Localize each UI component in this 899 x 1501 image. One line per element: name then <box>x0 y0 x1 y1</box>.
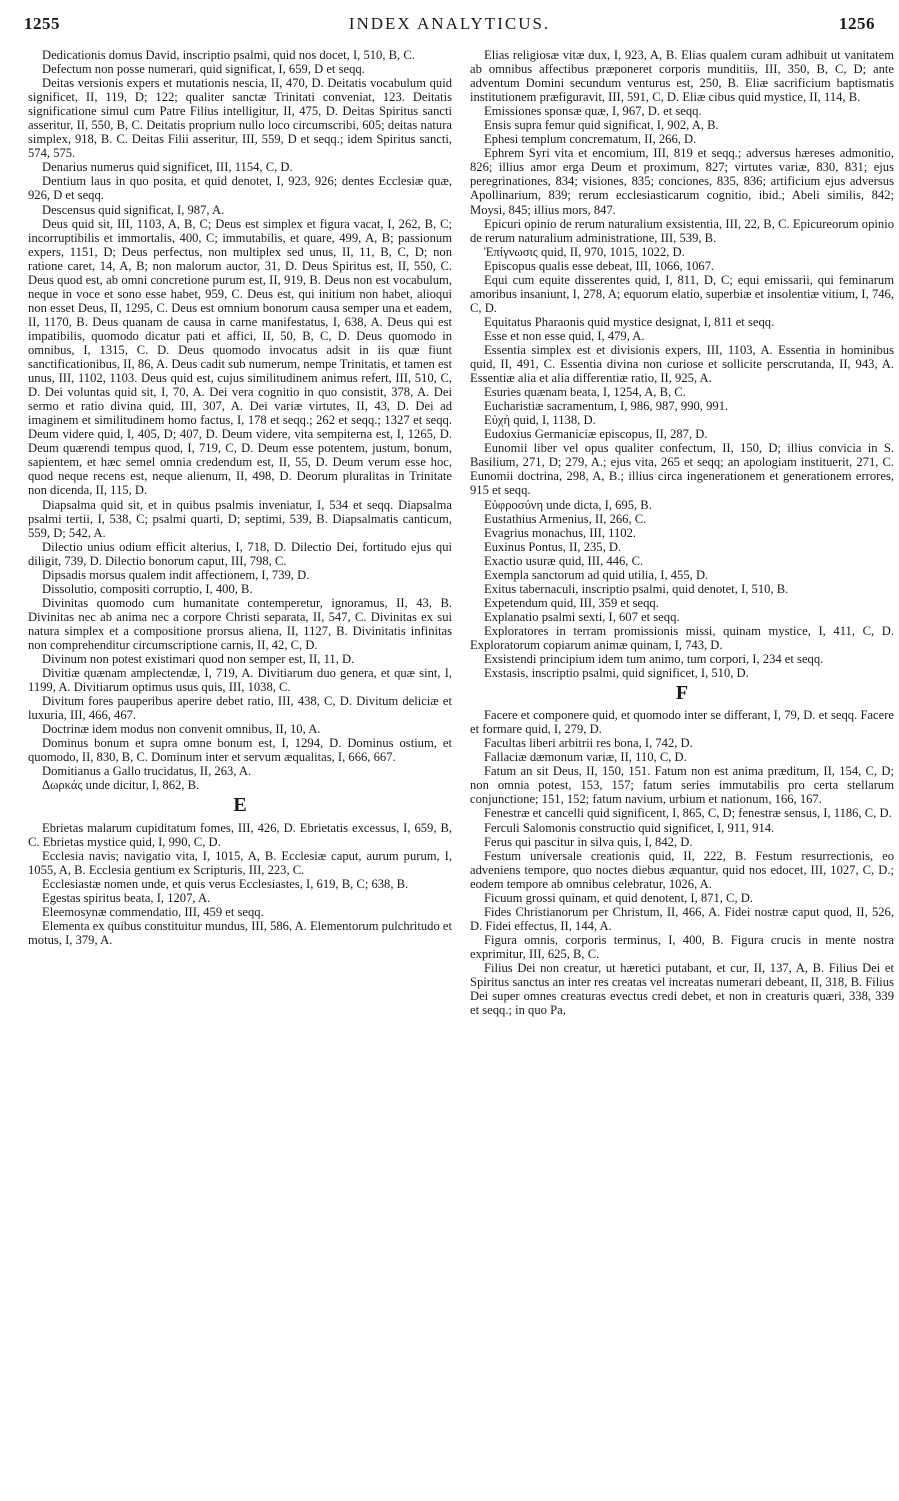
index-entry: Divinum non potest existimari quod non semper est, II, 11, D. <box>42 652 355 667</box>
section-letter-f: F <box>675 682 689 705</box>
index-entry: Festum universale creationis quid, II, 222, B. Festum resurrectionis, eo adveniens tempore, quo noctes diebus æquantur, quid nos edocet, III, 1027, C, D.; eodem tempore ab omnibus celebratur, 1026, A. <box>470 848 894 891</box>
index-entry: Fides Christianorum per Christum, II, 466, A. Fidei nostræ caput quod, II, 526, D. Fidei effectus, II, 144, A. <box>470 904 894 933</box>
index-entry: Eunomii liber vel opus qualiter confectum, II, 150, D; illius convicia in S. Basilium, 271, D; 279, A.; ejus vita, 265 et seqq; an apologiam instituerit, 271, C. Eunomii doctrina, 298, A, B.; illius circa ingenerationem et generationem errores, 915 et seqq. <box>470 441 894 498</box>
index-entry: Figura omnis, corporis terminus, I, 400, B. Figura crucis in mente nostra exprimitur, III, 625, B, C. <box>470 932 894 961</box>
index-entry: Defectum non posse numerari, quid significat, I, 659, D et seqq. <box>42 62 365 77</box>
index-entry: Exactio usuræ quid, III, 446, C. <box>484 553 644 568</box>
index-entry: Ebrietas malarum cupiditatum fomes, III, 426, D. Ebrietatis excessus, I, 659, B, C. Ebrietas mystice quid, I, 990, C, D. <box>28 820 452 849</box>
index-entry: Esuries quænam beata, I, 1254, A, B, C. <box>484 385 686 400</box>
index-entry: Ephesi templum concrematum, II, 266, D. <box>484 132 697 147</box>
index-entry: Descensus quid significat, I, 987, A. <box>42 202 225 217</box>
index-entry: Dipsadis morsus qualem indit affectionem, I, 739, D. <box>42 567 310 582</box>
index-entry: Dissolutio, compositi corruptio, I, 400, B. <box>42 581 253 596</box>
index-entry: Deus quid sit, III, 1103, A, B, C; Deus est simplex et figura vacat, I, 262, B, C; incorruptibilis et immortalis, 400, C; immutabilis, et quare, 499, A, B; passionum expers, 1151, D; Deus perfectus, non multiplex sed unus, II, 11, B, C, D; non ratione caret, 14, A, B; non malorum auctor, 31, D. Deus Spiritus est, II, 550, C. Deus quod est, ab omni concretione purum est, II, 919, B. Deus non est vocabulum, neque in voce et sono esse habet, 959, C. Deus est, qui initium non habet, alioqui non esset Deus, II, 1295, C. Deus est omnium bonorum causa semper una et eadem, II, 1170, B. Deus quanam de causa in carne manifestatus, I, 638, A. Deus qui est impatibilis, quomodo dicatur pati et affici, II, 50, B, C, D. Deus quomodo in omnibus, I, 1315, C. D. Deus quomodo invocatus adsit in iis quæ fiunt sanctificationibus, II, 86, A. Deus cadit sub numerum, nempe Trinitatis, et tamen est unus, III, 1102, 1103. Deus quid est, cujus similitudinem animus refert, III, 510, C, D. Dei voluntas quid sit, I, 70, A. Dei vera cognitio in quo consistit, 378, A. Dei sermo et ratio divina quid, III, 307, A. Dei variæ virtutes, II, 43, D. Dei ad imaginem et similitudinem homo factus, I, 178 et seqq.; 262 et seqq.; 1327 et seqq. Deum videre quid, I, 405, D; 407, D. Deum videre, vita sempiterna est, I, 1265, D. Deum quærendi tempus quod, I, 719, C, D. Deum esse potentem, justum, bonum, sapientem, et hæc semel omnia credendum est, II, 55, D. Deum verum esse hoc, quod neque recens est, neque alienum, II, 498, D. Deorum pluralitas in Trinitate non dicenda, II, 115, D. <box>28 216 452 498</box>
index-entry: Facultas liberi arbitrii res bona, I, 742, D. <box>484 736 693 751</box>
right-page-number: 1256 <box>839 14 875 33</box>
left-column <box>28 48 452 1488</box>
index-entry: Elias religiosæ vitæ dux, I, 923, A, B. Elias qualem curam adhibuit ut vanitatem ab omnibus affectibus præponeret corporis munditiis, III, 350, B, C, D; ante adventum Domini secundum venturus est, 250, B. Eliæ sacrificium baptismatis institutionem præfiguravit, III, 591, C, D. Eliæ cibus quid mystice, II, 114, B. <box>470 48 894 105</box>
index-entry: Fenestræ et cancelli quid significent, I, 865, C, D; fenestræ sensus, I, 1186, C, D. <box>484 806 892 821</box>
index-entry: Expetendum quid, III, 359 et seqq. <box>484 595 659 610</box>
index-entry: Dominus bonum et supra omne bonum est, I, 1294, D. Dominus ostium, et quomodo, II, 830, B, C. Dominum inter et servum æqualitas, I, 666, 667. <box>28 736 452 765</box>
index-entry: Ecclesia navis; navigatio vita, I, 1015, A, B. Ecclesiæ caput, aurum purum, I, 1055, A, B. Ecclesia gentium ex Scripturis, III, 223, C. <box>28 848 452 877</box>
index-entry: Dentium laus in quo posita, et quid denotet, I, 923, 926; dentes Ecclesiæ quæ, 926, D et seqq. <box>28 174 452 203</box>
index-entry: Elementa ex quibus constituitur mundus, III, 586, A. Elementorum pulchritudo et motus, I, 379, A. <box>28 918 452 947</box>
index-entry: Divinitas quomodo cum humanitate contemperetur, ignoramus, II, 43, B. Divinitas nec ab anima nec a corpore Christi separata, II, 547, C. Divinitas ex sui natura simplex et a compositione prorsus aliena, II, 1127, B. Divinitatis infinitas non comprehenditur circumscriptione carnis, II, 42, C, D. <box>28 595 452 652</box>
index-entry: Filius Dei non creatur, ut hæretici putabant, et cur, II, 137, A, B. Filius Dei et Spiritus sanctus an inter res creatas vel increatas numerari debeant, II, 318, B. Filius Dei super omnes creaturas evectus credi debet, et non in creaturis quæri, 338, 339 et seqq.; in quo Pa, <box>470 961 894 1018</box>
index-entry: Fatum an sit Deus, II, 150, 151. Fatum non est anima præditum, II, 154, C, D; non omnia potest, 153, 157; fatum series immutabilis pro certa stellarum conjunctione; 151, 152; fatum navium, urbium et nationum, 166, 167. <box>470 764 894 807</box>
page-header <box>24 14 875 42</box>
index-entry: Denarius numerus quid significet, III, 1154, C, D. <box>42 160 293 175</box>
left-page-number: 1255 <box>24 14 60 33</box>
section-letter-e: E <box>233 794 247 817</box>
index-entry: Eleemosynæ commendatio, III, 459 et seqq. <box>42 904 264 919</box>
index-entry: Equi cum equite disserentes quid, I, 811, D, C; equi emissarii, qui feminarum amoribus insaniunt, I, 278, A; equorum elatio, superbiæ et insolentiæ vitium, I, 746, C, D. <box>470 272 894 315</box>
index-entry: Diapsalma quid sit, et in quibus psalmis inveniatur, I, 534 et seqq. Diapsalma psalmi tertii, I, 538, C; psalmi quarti, D; septimi, 539, B. Diapsalmatis canticum, 559, D; 542, A. <box>28 497 452 540</box>
index-entry: Ferus qui pascitur in silva quis, I, 842, D. <box>484 834 693 849</box>
index-entry: Evagrius monachus, III, 1102. <box>484 525 637 540</box>
index-entry: Ecclesiastæ nomen unde, et quis verus Ecclesiastes, I, 619, B, C; 638, B. <box>42 876 409 891</box>
index-entry: Eucharistiæ sacramentum, I, 986, 987, 990, 991. <box>484 399 729 414</box>
index-entry: Doctrinæ idem modus non convenit omnibus, II, 10, A. <box>42 722 321 737</box>
index-entry: Δωρκάς unde dicitur, I, 862, B. <box>42 778 200 793</box>
index-entry: Exstasis, inscriptio psalmi, quid significet, I, 510, D. <box>484 666 749 681</box>
index-entry: Ferculi Salomonis constructio quid significet, I, 911, 914. <box>484 820 775 835</box>
index-entry: Ephrem Syri vita et encomium, III, 819 et seqq.; adversus hæreses admonitio, 826; illius amor erga Deum et proximum, 827; virtutes variæ, 830, 831; ejus peregrinationes, 834; visiones, 835; conciones, 835, 836; artificium ejus adversus Apollinarium, 839; rerum ecclesiasticarum cognitio, ibid.; Abeli similis, 842; Moysi, 845; illius mors, 847. <box>470 146 894 217</box>
index-entry: Domitianus a Gallo trucidatus, II, 263, A. <box>42 764 252 779</box>
index-entry: Ensis supra femur quid significat, I, 902, A, B. <box>484 118 719 133</box>
index-entry: Divitiæ quænam amplectendæ, I, 719, A. Divitiarum duo genera, et quæ sint, I, 1199, A. Divitiarum optimus usus quis, III, 1038, C. <box>28 666 452 695</box>
index-entry: Facere et componere quid, et quomodo inter se differant, I, 79, D. et seqq. Facere et formare quid, I, 279, D. <box>470 708 894 737</box>
index-entry: Essentia simplex est et divisionis expers, III, 1103, A. Essentia in hominibus quid, II, 491, C. Essentia divina non curiose et sollicite perscrutanda, II, 943, A. Essentiæ alia et alia differentiæ ratio, II, 925, A. <box>470 342 894 386</box>
index-entry: Εὐφροσύνη unde dicta, I, 695, B. <box>484 497 652 512</box>
index-entry: Explanatio psalmi sexti, I, 607 et seqq. <box>484 609 680 624</box>
index-entry: Dedicationis domus David, inscriptio psalmi, quid nos docet, I, 510, B, C. <box>42 48 415 62</box>
index-entry: Εὐχή quid, I, 1138, D. <box>484 413 596 428</box>
index-entry: Eustathius Armenius, II, 266, C. <box>484 511 647 526</box>
page-title: INDEX ANALYTICUS. <box>348 14 551 33</box>
index-entry: Ficuum grossi quinam, et quid denotent, I, 871, C, D. <box>484 890 753 905</box>
index-entry: Eudoxius Germaniciæ episcopus, II, 287, D. <box>484 427 708 442</box>
index-entry: Fallaciæ dæmonum variæ, II, 110, C, D. <box>484 750 687 765</box>
index-entry: Exitus tabernaculi, inscriptio psalmi, quid denotet, I, 510, B. <box>484 581 789 596</box>
index-entry: Deitas versionis expers et mutationis nescia, II, 470, D. Deitatis vocabulum quid significet, II, 119, D; 122; qualiter sanctæ Trinitati conveniat, 123. Deitatis significatione simul cum Patre Filius intelligitur, II, 475, D. Deitas Spiritus sancti asseritur, II, 550, B, C. Deitatis proprium nullo loco circumscribi, 605; deitas natura simplex, 918, B. C. Deitas Filii asseritur, III, 559, D et seqq.; idem Spiritus sancti, 574, 575. <box>28 76 452 161</box>
index-entry: Exploratores in terram promissionis missi, quinam mystice, I, 411, C, D. Exploratorum copiarum animæ quinam, I, 743, D. <box>470 623 894 652</box>
index-entry: Emissiones sponsæ quæ, I, 967, D. et seqq. <box>484 104 702 119</box>
right-column <box>470 48 894 1488</box>
index-entry: Divitum fores pauperibus aperire debet ratio, III, 438, C, D. Divitum deliciæ et luxuria, III, 466, 467. <box>28 694 452 723</box>
index-entry: Exsistendi principium idem tum animo, tum corpori, I, 234 et seqq. <box>484 652 824 667</box>
index-entry: Ἐπίγνωσις quid, II, 970, 1015, 1022, D. <box>484 244 685 259</box>
index-entry: Epicuri opinio de rerum naturalium exsistentia, III, 22, B, C. Epicureorum opinio de rerum naturalium administratione, III, 539, B. <box>470 216 894 245</box>
index-entry: Episcopus qualis esse debeat, III, 1066, 1067. <box>484 258 715 273</box>
index-entry: Exempla sanctorum ad quid utilia, I, 455, D. <box>484 567 709 582</box>
index-entry: Dilectio unius odium efficit alterius, I, 718, D. Dilectio Dei, fortitudo ejus qui diligit, 739, D. Dilectio bonorum caput, III, 798, C. <box>28 539 452 568</box>
index-entry: Equitatus Pharaonis quid mystice designat, I, 811 et seqq. <box>484 314 775 329</box>
index-entry: Euxinus Pontus, II, 235, D. <box>484 539 622 554</box>
index-entry: Egestas spiritus beata, I, 1207, A. <box>42 890 211 905</box>
index-entry: Esse et non esse quid, I, 479, A. <box>484 328 645 343</box>
